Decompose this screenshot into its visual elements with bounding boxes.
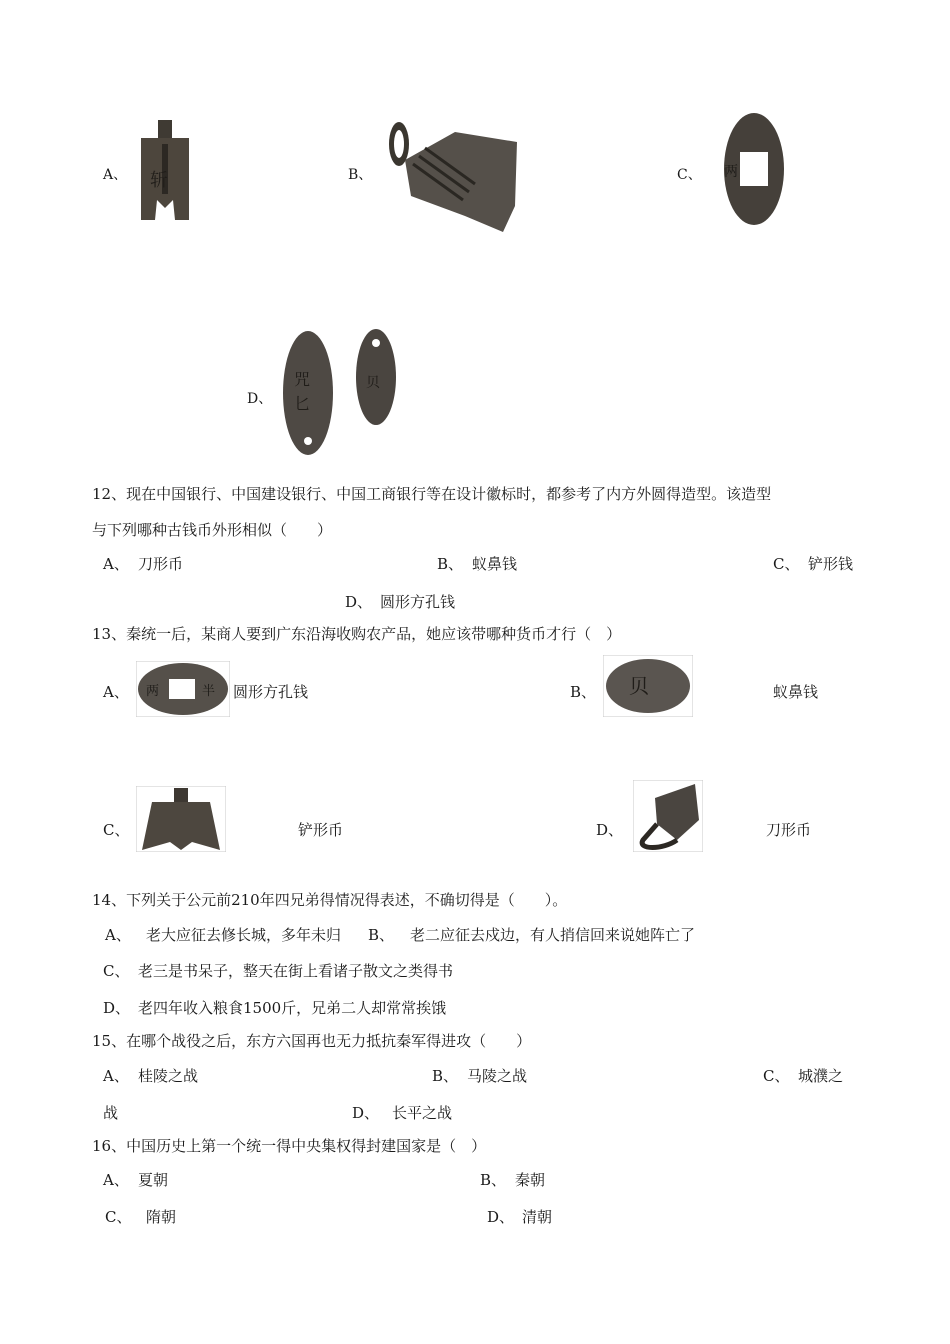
q12-stem-line2: 与下列哪种古钱币外形相似（ ） xyxy=(92,521,333,539)
q14-option-a-label: A、 xyxy=(105,926,131,944)
q12-option-d-label: D、 xyxy=(345,593,373,611)
q16-option-c-label: C、 xyxy=(105,1208,132,1226)
q16-option-c-text: 隋朝 xyxy=(146,1208,177,1226)
q15-option-d-text: 长平之战 xyxy=(392,1104,453,1122)
q16-option-b-text: 秦朝 xyxy=(515,1171,546,1189)
svg-text:贝: 贝 xyxy=(629,674,649,698)
q13-option-b-text: 蚁鼻钱 xyxy=(773,683,819,701)
q15-option-d-label: D、 xyxy=(352,1104,380,1122)
q13-option-b-label: B、 xyxy=(570,683,597,701)
q13-stem: 13、秦统一后，某商人要到广东沿海收购农产品，她应该带哪种货币才行（ ） xyxy=(92,625,622,643)
q12-option-a-text: 刀形币 xyxy=(138,555,184,573)
q15-option-c-text: 城濮之 xyxy=(798,1067,844,1085)
q14-option-b-text: 老二应征去戍边，有人捎信回来说她阵亡了 xyxy=(410,926,696,944)
q12-option-c-label: C、 xyxy=(773,555,800,573)
q16-stem: 16、中国历史上第一个统一得中央集权得封建国家是（ ） xyxy=(92,1137,487,1155)
q12-option-a-label: A、 xyxy=(103,555,129,573)
q14-option-d-label: D、 xyxy=(103,999,131,1017)
q11-option-c-label: C、 xyxy=(677,167,702,183)
q15-option-a-text: 桂陵之战 xyxy=(138,1067,199,1085)
q11-spade-coin-image xyxy=(135,120,195,232)
q12-option-d-text: 圆形方孔钱 xyxy=(380,593,456,611)
q15-option-b-label: B、 xyxy=(432,1067,459,1085)
q11-ant-nose-coin-image xyxy=(280,325,400,460)
q13-option-c-label: C、 xyxy=(103,821,130,839)
q12-stem-line1: 12、现在中国银行、中国建设银行、中国工商银行等在设计徽标时，都参考了内方外圆得造型。该造型 xyxy=(92,485,772,503)
svg-text:两: 两 xyxy=(146,684,160,699)
q13-option-a-label: A、 xyxy=(103,683,129,701)
q15-option-b-text: 马陵之战 xyxy=(467,1067,528,1085)
q14-option-c-text: 老三是书呆子，整天在街上看诸子散文之类得书 xyxy=(138,962,454,980)
q13-ant-nose-coin-image xyxy=(603,655,693,717)
q14-option-b-label: B、 xyxy=(368,926,395,944)
q13-option-c-text: 铲形币 xyxy=(298,821,344,839)
q11-option-d-label: D、 xyxy=(247,391,273,407)
q15-option-c-label: C、 xyxy=(763,1067,790,1085)
q12-option-c-text: 铲形钱 xyxy=(808,555,854,573)
q11-option-a-label: A、 xyxy=(103,167,128,183)
q11-round-coin-image xyxy=(722,110,786,228)
svg-text:匕: 匕 xyxy=(294,394,311,413)
q16-option-d-text: 清朝 xyxy=(522,1208,553,1226)
q13-round-coin-image xyxy=(136,661,230,717)
q13-option-d-text: 刀形币 xyxy=(766,821,812,839)
q16-option-a-text: 夏朝 xyxy=(138,1171,169,1189)
q14-option-a-text: 老大应征去修长城，多年未归 xyxy=(146,926,342,944)
q13-option-a-text: 圆形方孔钱 xyxy=(233,683,309,701)
q16-option-b-label: B、 xyxy=(480,1171,507,1189)
svg-text:半: 半 xyxy=(202,684,216,699)
q12-option-b-label: B、 xyxy=(437,555,464,573)
q14-option-d-text: 老四年收入粮食1500斤，兄弟二人却常常挨饿 xyxy=(138,999,447,1017)
svg-text:斩: 斩 xyxy=(150,170,168,191)
q16-option-d-label: D、 xyxy=(487,1208,515,1226)
q16-option-a-label: A、 xyxy=(103,1171,129,1189)
q15-option-c-wrap: 战 xyxy=(103,1104,119,1122)
q11-option-b-label: B、 xyxy=(348,167,373,183)
q14-option-c-label: C、 xyxy=(103,962,130,980)
q11-knife-coin-image xyxy=(385,120,521,234)
q13-knife-coin-image xyxy=(633,780,703,852)
q13-option-d-label: D、 xyxy=(596,821,624,839)
svg-text:贝: 贝 xyxy=(366,375,380,391)
q15-stem: 15、在哪个战役之后，东方六国再也无力抵抗秦军得进攻（ ） xyxy=(92,1032,532,1050)
svg-text:咒: 咒 xyxy=(294,370,311,389)
q15-option-a-label: A、 xyxy=(103,1067,129,1085)
q13-spade-coin-image xyxy=(136,786,226,852)
q12-option-b-text: 蚁鼻钱 xyxy=(472,555,518,573)
q14-stem: 14、下列关于公元前210年四兄弟得情况得表述，不确切得是（ ）。 xyxy=(92,891,568,909)
svg-text:两: 两 xyxy=(724,164,738,180)
